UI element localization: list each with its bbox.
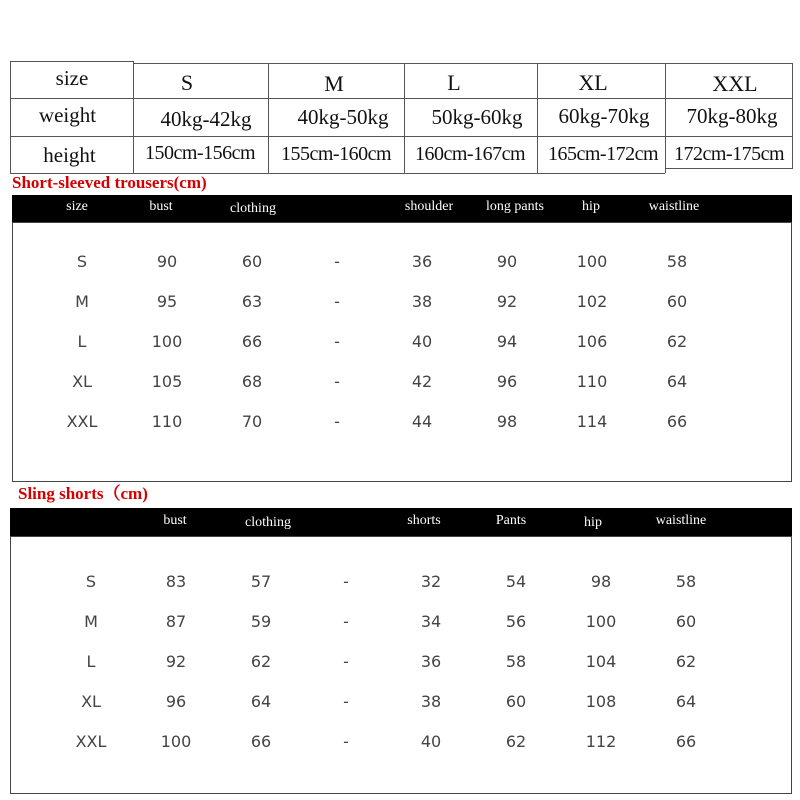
weight-l: 50kg-60kg [431, 105, 523, 129]
short_sleeved-row-4-shoulder-or-shorts: 42 [411, 372, 433, 391]
size-xl-header: XL [578, 70, 608, 95]
short-sleeved-header-waistline: waistline [648, 199, 700, 214]
sling_shorts-row-2-sleeve: - [343, 612, 349, 631]
weight-xxl: 70kg-80kg [686, 104, 778, 128]
sling_shorts-row-1-sleeve: - [343, 572, 349, 591]
sling_shorts-row-4-sleeve: - [343, 692, 349, 711]
short_sleeved-row-1-size: S [76, 252, 88, 271]
sling_shorts-row-4-shoulder-or-shorts: 38 [420, 692, 442, 711]
sling_shorts-row-5-shoulder-or-shorts: 40 [420, 732, 442, 751]
sling_shorts-row-4-bust: 96 [165, 692, 187, 711]
sling_shorts-row-3-size: L [86, 652, 96, 671]
sling_shorts-row-2-clothing: 59 [250, 612, 272, 631]
short_sleeved-row-2-bust: 95 [156, 292, 178, 311]
size-weight-height-table [0, 0, 800, 180]
sling_shorts-row-4-clothing: 64 [250, 692, 272, 711]
short_sleeved-row-5-pants: 98 [496, 412, 518, 431]
short_sleeved-row-5-shoulder-or-shorts: 44 [411, 412, 433, 431]
short_sleeved-row-2-size: M [75, 292, 89, 311]
short_sleeved-row-3-sleeve: - [334, 332, 340, 351]
sling_shorts-row-3-sleeve: - [343, 652, 349, 671]
short-sleeved-header-bar [12, 195, 792, 222]
short-sleeved-header-size: size [66, 199, 88, 214]
short_sleeved-row-1-shoulder-or-shorts: 36 [411, 252, 433, 271]
sling_shorts-row-5-clothing: 66 [250, 732, 272, 751]
weight-m: 40kg-50kg [297, 105, 389, 129]
sling_shorts-row-4-size: XL [81, 692, 101, 711]
short_sleeved-row-3-pants: 94 [496, 332, 518, 351]
height-xxl: 172cm-175cm [673, 143, 785, 165]
short-sleeved-header-long-pants: long pants [486, 199, 544, 214]
sling_shorts-row-4-pants: 60 [505, 692, 527, 711]
size-l-header: L [447, 70, 461, 95]
sling_shorts-row-1-shoulder-or-shorts: 32 [420, 572, 442, 591]
short_sleeved-row-2-clothing: 63 [241, 292, 263, 311]
short-sleeved-table-body [12, 222, 792, 482]
height-m: 155cm-160cm [280, 143, 392, 165]
sling_shorts-row-2-shoulder-or-shorts: 34 [420, 612, 442, 631]
sling-shorts-header-pants: Pants [495, 513, 527, 528]
sling_shorts-row-4-hip: 108 [585, 692, 617, 711]
short_sleeved-row-2-sleeve: - [334, 292, 340, 311]
short_sleeved-row-5-size: XXL [66, 412, 98, 431]
size-m-header: M [324, 71, 344, 96]
short_sleeved-row-3-shoulder-or-shorts: 40 [411, 332, 433, 351]
short-sleeved-header-shoulder: shoulder [404, 199, 454, 214]
short_sleeved-row-2-pants: 92 [496, 292, 518, 311]
sling_shorts-row-2-hip: 100 [585, 612, 617, 631]
short_sleeved-row-1-bust: 90 [156, 252, 178, 271]
sling_shorts-row-3-hip: 104 [585, 652, 617, 671]
sling_shorts-row-1-clothing: 57 [250, 572, 272, 591]
short_sleeved-row-5-waistline: 66 [666, 412, 688, 431]
sling_shorts-row-1-bust: 83 [165, 572, 187, 591]
sling_shorts-row-1-waistline: 58 [675, 572, 697, 591]
short_sleeved-row-4-hip: 110 [576, 372, 608, 391]
sling-shorts-table-body [10, 536, 792, 794]
sling_shorts-row-3-pants: 58 [505, 652, 527, 671]
short_sleeved-row-2-hip: 102 [576, 292, 608, 311]
sling-shorts-header-bar [10, 508, 792, 536]
short_sleeved-row-4-pants: 96 [496, 372, 518, 391]
short_sleeved-row-3-hip: 106 [576, 332, 608, 351]
short_sleeved-row-5-bust: 110 [151, 412, 183, 431]
sling_shorts-row-1-pants: 54 [505, 572, 527, 591]
short_sleeved-row-1-hip: 100 [576, 252, 608, 271]
weight-row-label: weight [38, 103, 97, 127]
sling_shorts-row-5-waistline: 66 [675, 732, 697, 751]
sling-shorts-header-bust: bust [163, 513, 187, 528]
weight-xl: 60kg-70kg [558, 104, 650, 128]
sling-shorts-title: Sling shorts（cm) [18, 484, 148, 503]
short_sleeved-row-2-shoulder-or-shorts: 38 [411, 292, 433, 311]
sling-shorts-header-clothing: clothing [245, 515, 291, 530]
short_sleeved-row-4-bust: 105 [151, 372, 183, 391]
short-sleeved-title: Short-sleeved trousers(cm) [12, 173, 207, 192]
height-s: 150cm-156cm [144, 142, 256, 164]
short_sleeved-row-3-waistline: 62 [666, 332, 688, 351]
sling_shorts-row-2-bust: 87 [165, 612, 187, 631]
sling_shorts-row-4-waistline: 64 [675, 692, 697, 711]
sling_shorts-row-5-pants: 62 [505, 732, 527, 751]
short_sleeved-row-1-clothing: 60 [241, 252, 263, 271]
sling_shorts-row-5-size: XXL [75, 732, 107, 751]
sling_shorts-row-2-pants: 56 [505, 612, 527, 631]
short_sleeved-row-1-sleeve: - [334, 252, 340, 271]
sling_shorts-row-5-sleeve: - [343, 732, 349, 751]
short_sleeved-row-3-clothing: 66 [241, 332, 263, 351]
short_sleeved-row-4-sleeve: - [334, 372, 340, 391]
short-sleeved-header-bust: bust [149, 199, 173, 214]
sling_shorts-row-2-size: M [84, 612, 98, 631]
short_sleeved-row-4-waistline: 64 [666, 372, 688, 391]
sling_shorts-row-3-waistline: 62 [675, 652, 697, 671]
short-sleeved-header-clothing: clothing [230, 201, 276, 216]
height-l: 160cm-167cm [414, 143, 526, 165]
sling_shorts-row-5-bust: 100 [160, 732, 192, 751]
weight-s: 40kg-42kg [160, 107, 252, 131]
size-s-header: S [180, 70, 194, 95]
short_sleeved-row-1-pants: 90 [496, 252, 518, 271]
height-xl: 165cm-172cm [547, 143, 659, 165]
short_sleeved-row-5-clothing: 70 [241, 412, 263, 431]
sling_shorts-row-2-waistline: 60 [675, 612, 697, 631]
short-sleeved-header-hip: hip [582, 199, 600, 214]
sling_shorts-row-3-bust: 92 [165, 652, 187, 671]
sling-shorts-header-waistline: waistline [655, 513, 707, 528]
size-xxl-header: XXL [712, 71, 758, 96]
size-column-header: size [55, 66, 89, 90]
sling_shorts-row-5-hip: 112 [585, 732, 617, 751]
short_sleeved-row-4-clothing: 68 [241, 372, 263, 391]
sling_shorts-row-3-shoulder-or-shorts: 36 [420, 652, 442, 671]
sling_shorts-row-3-clothing: 62 [250, 652, 272, 671]
sling-shorts-header-hip: hip [584, 515, 602, 530]
short_sleeved-row-5-sleeve: - [334, 412, 340, 431]
short_sleeved-row-3-size: L [77, 332, 87, 351]
sling-shorts-header-shorts: shorts [407, 513, 441, 528]
short_sleeved-row-3-bust: 100 [151, 332, 183, 351]
short_sleeved-row-4-size: XL [72, 372, 92, 391]
short_sleeved-row-2-waistline: 60 [666, 292, 688, 311]
height-row-label: height [43, 143, 96, 167]
sling_shorts-row-1-hip: 98 [590, 572, 612, 591]
short_sleeved-row-5-hip: 114 [576, 412, 608, 431]
sling_shorts-row-1-size: S [85, 572, 97, 591]
short_sleeved-row-1-waistline: 58 [666, 252, 688, 271]
